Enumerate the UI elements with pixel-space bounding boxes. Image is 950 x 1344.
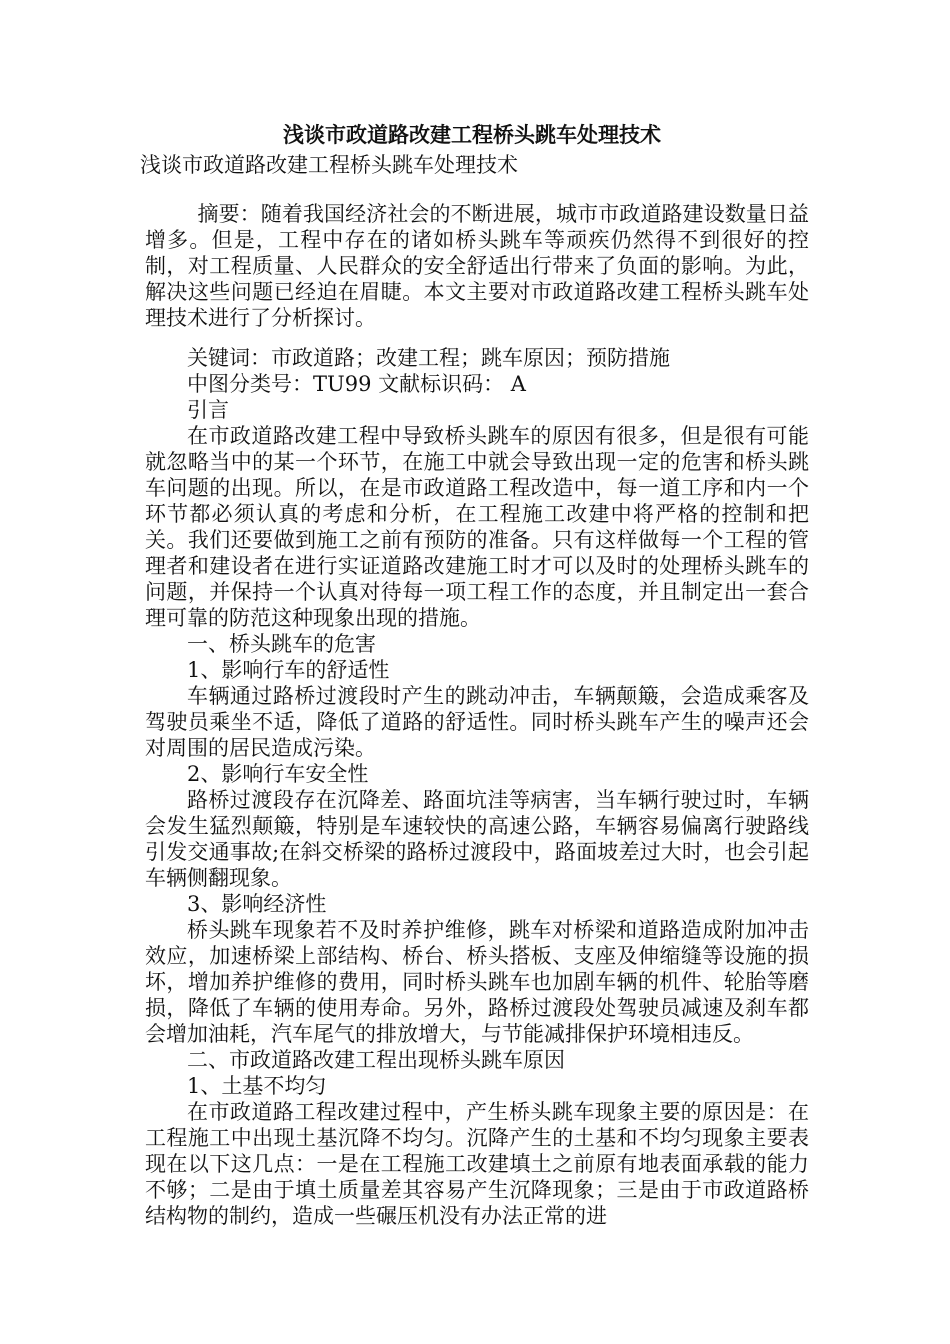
abstract-paragraph: 摘要：随着我国经济社会的不断进展，城市市政道路建设数量日益增多。但是，工程中存在的诸如桥头跳车等顽疾仍然得不到很好的控制，对工程质量、人民群众的安全舒适出行带来了负面的影响。为此，解决这些问题已经迫在眉睫。本文主要对市政道路改建工程桥头跳车处理技术进行了分析探讨。 (145, 202, 809, 330)
subsection-1-1-paragraph: 车辆通过路桥过渡段时产生的跳动冲击，车辆颠簸，会造成乘客及驾驶员乘坐不适，降低了道路的舒适性。同时桥头跳车产生的噪声还会对周围的居民造成污染。 (145, 684, 809, 760)
subsection-1-2-paragraph: 路桥过渡段存在沉降差、路面坑洼等病害，当车辆行驶过时，车辆会发生猛烈颠簸，特别是车速较快的高速公路，车辆容易偏离行驶路线引发交通事故;在斜交桥梁的路桥过渡段中，路面坡差过大时，也会引起车辆侧翻现象。 (145, 788, 809, 890)
intro-heading: 引言 (187, 398, 229, 422)
document-title: 浅谈市政道路改建工程桥头跳车处理技术 (283, 122, 661, 147)
subsection-1-3-paragraph: 桥头跳车现象若不及时养护维修，跳车对桥梁和道路造成附加冲击效应，加速桥梁上部结构、桥台、桥头搭板、支座及伸缩缝等设施的损坏，增加养护维修的费用，同时桥头跳车也加剧车辆的机件、轮胎等磨损，降低了车辆的使用寿命。另外，路桥过渡段处驾驶员减速及刹车都会增加油耗，汽车尾气的排放增大，与节能减排保护环境相违反。 (145, 918, 809, 1046)
classification-line: 中图分类号：TU99 文献标识码： A (187, 372, 526, 396)
abstract-section (145, 201, 809, 331)
subsection-1-3-heading: 3、影响经济性 (187, 892, 327, 916)
keywords-line: 关键词：市政道路；改建工程；跳车原因；预防措施 (187, 346, 670, 370)
document-subtitle: 浅谈市政道路改建工程桥头跳车处理技术 (140, 153, 518, 177)
intro-paragraph: 在市政道路改建工程中导致桥头跳车的原因有很多，但是很有可能就忽略当中的某一个环节，在施工中就会导致出现一定的危害和桥头跳车问题的出现。所以，在是市政道路工程改造中，每一道工序和内一个环节都必须认真的考虑和分析，在工程施工改建中将严格的控制和把关。我们还要做到施工之前有预防的准备。只有这样做每一个工程的管理者和建设者在进行实证道路改建施工时才可以及时的处理桥头跳车的问题，并保持一个认真对待每一项工程工作的态度，并且制定出一套合理可靠的防范这种现象出现的措施。 (145, 424, 809, 630)
main-body (145, 345, 809, 1229)
section1-heading: 一、桥头跳车的危害 (187, 632, 376, 656)
subsection-1-1-heading: 1、影响行车的舒适性 (187, 658, 390, 682)
subsection-1-2-heading: 2、影响行车安全性 (187, 762, 369, 786)
section2-heading: 二、市政道路改建工程出现桥头跳车原因 (187, 1048, 565, 1072)
subsection-2-1-heading: 1、土基不均匀 (187, 1074, 327, 1098)
subsection-2-1-paragraph: 在市政道路工程改建过程中，产生桥头跳车现象主要的原因是：在工程施工中出现土基沉降不均匀。沉降产生的土基和不均匀现象主要表现在以下这几点：一是在工程施工改建填土之前原有地表面承载的能力不够；二是由于填土质量差其容易产生沉降现象；三是由于市政道路桥结构物的制约，造成一些碾压机没有办法正常的进 (145, 1100, 809, 1228)
